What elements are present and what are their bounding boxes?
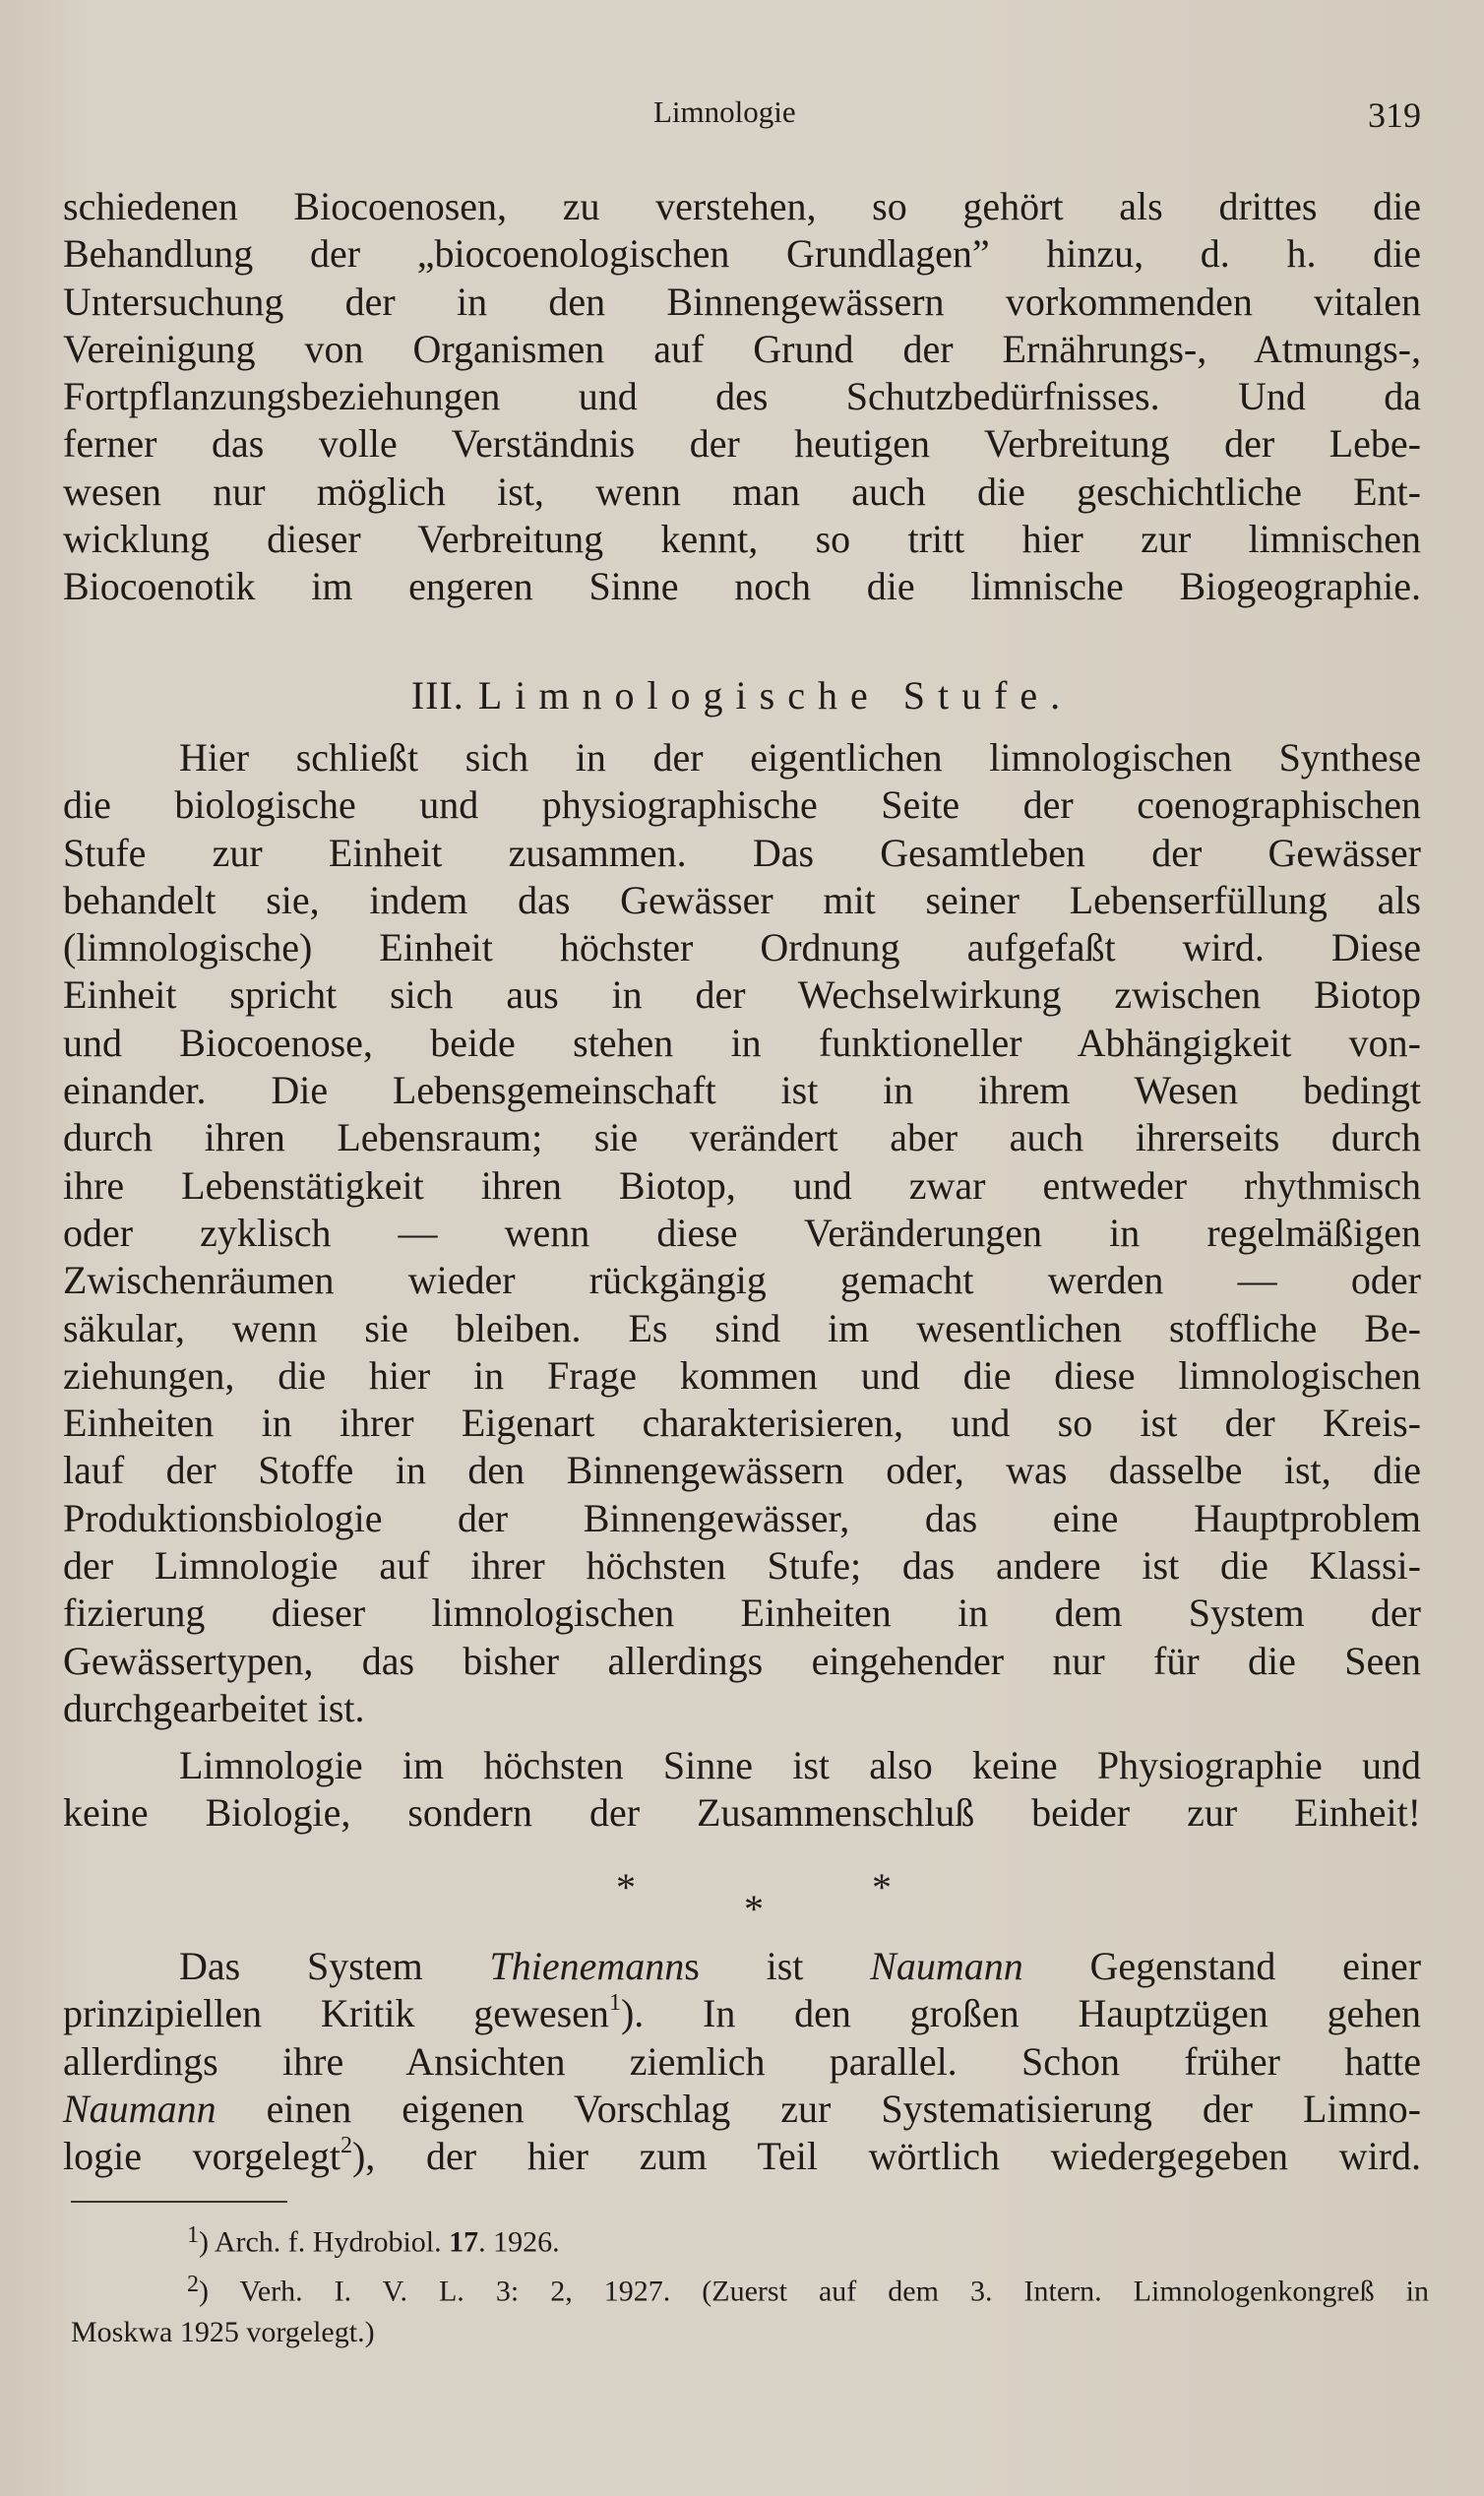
- running-header: [0, 94, 1484, 138]
- author-name: Naumann: [63, 2086, 216, 2131]
- text-line: ferner das volle Verständnis der heutigen Verbreitung der Lebe-: [63, 421, 1421, 467]
- text-line: die biologische und physiographische Seite der coenographischen: [63, 782, 1421, 828]
- text-fragment: einen eigenen Vorschlag zur Systematisierung der Limno-: [216, 2086, 1421, 2131]
- author-name: Thienemann: [489, 1944, 685, 1988]
- text-line: Untersuchung der in den Binnengewässern vorkommenden vitalen: [63, 279, 1421, 324]
- text-fragment: Das System: [179, 1944, 490, 1988]
- section-number: III.: [410, 673, 464, 718]
- volume-number: 17: [449, 2225, 479, 2259]
- text-line: Einheiten in ihrer Eigenart charakterisieren, und so ist der Kreis-: [63, 1401, 1421, 1446]
- footnote-1: [71, 2215, 1429, 2264]
- running-title: Limnologie: [653, 94, 796, 129]
- text-line: und Biocoenose, beide stehen in funktioneller Abhängigkeit von-: [63, 1020, 1421, 1065]
- text-line: wesen nur möglich ist, wenn man auch die geschichtliche Ent-: [63, 468, 1421, 514]
- footnote-mark: 2: [187, 2271, 199, 2297]
- text-line: Gewässertypen, das bisher allerdings eingehender nur für die Seen: [63, 1638, 1421, 1683]
- text-line: keine Biologie, sondern der Zusammenschluß beider zur Einheit!: [63, 1790, 1421, 1836]
- text-line: Biocoenotik im engeren Sinne noch die limnische Biogeographie.: [63, 564, 1421, 609]
- footnote-rule: [71, 2201, 287, 2203]
- text-fragment: ). In den großen Hauptzügen gehen: [620, 1991, 1421, 2036]
- section-heading: [0, 672, 1484, 718]
- text-line: durch ihren Lebensraum; sie verändert aber auch ihrerseits durch: [63, 1115, 1421, 1160]
- text-line: lauf der Stoffe in den Binnengewässern oder, was dasselbe ist, die: [63, 1448, 1421, 1493]
- text-line: Vereinigung von Organismen auf Grund der Ernährungs-, Atmungs-,: [63, 326, 1421, 371]
- text-line: [63, 2133, 1421, 2180]
- text-line: (limnologische) Einheit höchster Ordnung aufgefaßt wird. Diese: [63, 925, 1421, 970]
- footnote-text: ) Verh. I. V. L. 3: 2, 1927. (Zuerst auf dem 3. Intern. Limnologenkongreß in: [199, 2275, 1429, 2308]
- text-fragment: ), der hier zum Teil wörtlich wiedergegeben wird.: [351, 2134, 1421, 2179]
- text-fragment: Gegenstand einer: [1022, 1944, 1422, 1988]
- text-line: [63, 1943, 1421, 1990]
- footnote-ref: 1: [608, 1990, 621, 2017]
- text-line: fizierung dieser limnologischen Einheiten in dem System der: [63, 1591, 1421, 1636]
- paragraph-4: [63, 1943, 1421, 2180]
- text-line: Behandlung der „biocoenologischen Grundlagen” hinzu, d. h. die: [63, 231, 1421, 277]
- footnote-text: . 1926.: [478, 2225, 560, 2259]
- text-line: Hier schließt sich in der eigentlichen limnologischen Synthese: [179, 735, 1421, 780]
- text-line: Zwischenräumen wieder rückgängig gemacht werden — oder: [63, 1258, 1421, 1303]
- footnote-text: ) Arch. f. Hydrobiol.: [199, 2225, 450, 2259]
- footnote-mark: 1: [187, 2222, 199, 2248]
- separator-star: *: [872, 1865, 892, 1909]
- text-line: einander. Die Lebensgemeinschaft ist in ihrem Wesen bedingt: [63, 1068, 1421, 1113]
- text-line: behandelt sie, indem das Gewässer mit seiner Lebenserfüllung als: [63, 877, 1421, 922]
- text-line: ihre Lebenstätigkeit ihren Biotop, und zwar entweder rhythmisch: [63, 1162, 1421, 1208]
- paragraph-3: [63, 1742, 1421, 1838]
- paragraph-2: [63, 734, 1421, 1732]
- section-separator: [0, 1864, 1484, 1931]
- text-line: der Limnologie auf ihrer höchsten Stufe; das andere ist die Klassi-: [63, 1543, 1421, 1589]
- text-line: schiedenen Biocoenosen, zu verstehen, so gehört als drittes die: [63, 184, 1421, 228]
- footnote-2-continued: Moskwa 1925 vorgelegt.): [71, 2316, 375, 2349]
- text-fragment: logie vorgelegt: [63, 2134, 340, 2179]
- text-fragment: prinzipiellen Kritik gewesen: [63, 1991, 609, 2036]
- footnotes: [71, 2215, 1429, 2353]
- author-name: Naumann: [870, 1944, 1023, 1988]
- separator-star: *: [744, 1887, 764, 1931]
- text-line: säkular, wenn sie bleiben. Es sind im wesentlichen stoffliche Be-: [63, 1305, 1421, 1350]
- text-line: allerdings ihre Ansichten ziemlich parallel. Schon früher hatte: [63, 2038, 1421, 2084]
- text-line: wicklung dieser Verbreitung kennt, so tritt hier zur limnischen: [63, 517, 1421, 562]
- text-line: oder zyklisch — wenn diese Veränderungen in regelmäßigen: [63, 1210, 1421, 1255]
- text-line: [63, 2086, 1421, 2133]
- text-line: Fortpflanzungsbeziehungen und des Schutzbedürfnisses. Und da: [63, 374, 1421, 419]
- text-line: [63, 1990, 1421, 2037]
- text-line: Einheit spricht sich aus in der Wechselwirkung zwischen Biotop: [63, 972, 1421, 1018]
- separator-star: *: [616, 1865, 636, 1909]
- paragraph-1: [63, 183, 1421, 611]
- footnote-ref: 2: [340, 2133, 352, 2159]
- text-line: durchgearbeitet ist.: [63, 1685, 365, 1730]
- text-line: ziehungen, die hier in Frage kommen und die diese limnologischen: [63, 1352, 1421, 1398]
- section-title: Limnologische Stufe.: [477, 673, 1074, 718]
- footnote-2: [71, 2264, 1429, 2313]
- text-line: Produktionsbiologie der Binnengewässer, das eine Hauptproblem: [63, 1495, 1421, 1540]
- text-line: Limnologie im höchsten Sinne ist also keine Physiographie und: [179, 1743, 1421, 1787]
- text-fragment: s ist: [684, 1944, 871, 1988]
- text-line: Stufe zur Einheit zusammen. Das Gesamtleben der Gewässer: [63, 830, 1421, 875]
- page-number: 319: [1368, 95, 1421, 135]
